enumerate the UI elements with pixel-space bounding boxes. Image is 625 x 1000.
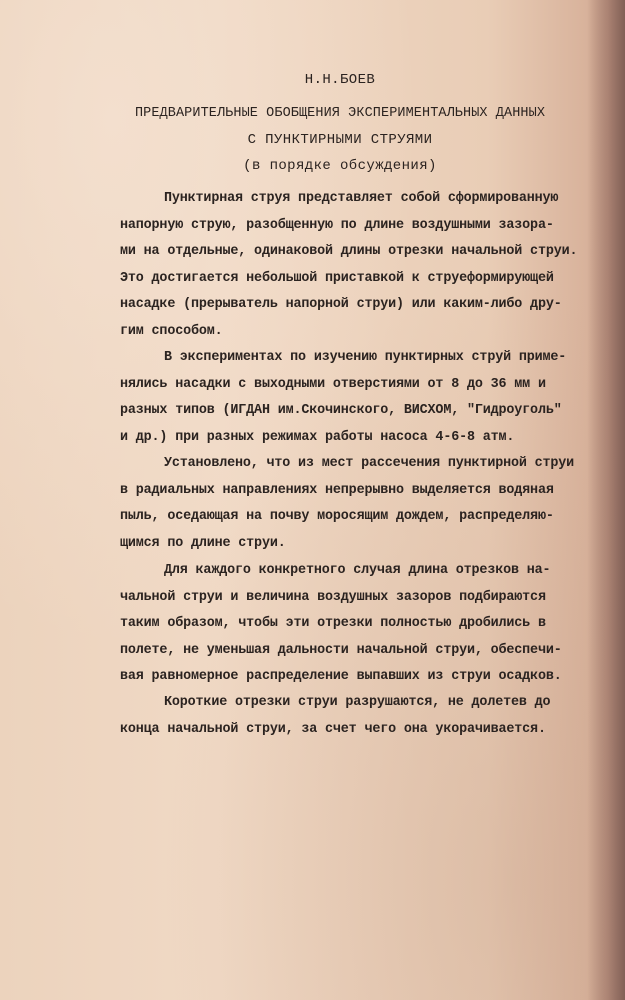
paragraph-line: щимся по длине струи. — [120, 535, 286, 551]
paragraph-line: вая равномерное распределение выпавших из струи осадков. — [120, 669, 562, 684]
title-line-2: С ПУНКТИРНЫМИ СТРУЯМИ — [247, 132, 433, 148]
title-line-1: ПРЕДВАРИТЕЛЬНЫЕ ОБОБЩЕНИЯ ЭКСПЕРИМЕНТАЛЬНЫХ ДАННЫХ — [134, 106, 546, 121]
paragraph-3 — [120, 451, 590, 557]
paragraph-line: таким образом, чтобы эти отрезки полностью дробились в — [120, 616, 546, 631]
paragraph-line: нялись насадки с выходными отверстиями от 8 до 36 мм и — [120, 376, 546, 392]
paragraph-line: конца начальной струи, за счет чего она укорачивается. — [120, 721, 546, 737]
paragraph-line: и др.) при разных режимах работы насоса 4-6-8 атм. — [120, 429, 515, 445]
paragraph-line: Для каждого конкретного случая длина отрезков на- — [164, 563, 551, 578]
subtitle: (в порядке обсуждения) — [243, 158, 437, 174]
paragraph-1 — [120, 186, 590, 345]
paragraph-line: Пунктирная струя представляет собой сформированную — [164, 191, 559, 206]
paragraph-line: чальной струи и величина воздушных зазоров подбираются — [120, 589, 546, 605]
paragraph-2 — [120, 345, 590, 451]
paragraph-line: ми на отдельные, одинаковой длины отрезки начальной струи. — [120, 244, 578, 259]
author-name: Н.Н.БОЕВ — [304, 72, 376, 88]
paragraph-line: в радиальных направлениях непрерывно выделяется водяная — [120, 482, 554, 498]
paragraph-line: В экспериментах по изучению пунктирных струй приме- — [164, 350, 567, 365]
paragraph-line: пыль, оседающая на почву моросящим дождем, распределяю- — [120, 509, 554, 524]
paragraph-line: Короткие отрезки струи разрушаются, не долетев до — [164, 695, 551, 710]
paragraph-line: насадке (прерыватель напорной струи) или каким-либо дру- — [120, 297, 562, 312]
paragraph-line: разных типов (ИГДАН им.Скочинского, ВИСХОМ, "Гидроуголь" — [120, 403, 562, 418]
page-binding-shadow — [587, 0, 625, 1000]
paragraph-line: Это достигается небольшой приставкой к струеформирующей — [120, 270, 554, 286]
paragraph-4 — [120, 558, 590, 691]
paragraph-line: Установлено, что из мест рассечения пунктирной струи — [164, 456, 575, 471]
paragraph-line: гим способом. — [120, 323, 223, 339]
paragraph-5 — [120, 690, 590, 743]
paragraph-line: напорную струю, разобщенную по длине воздушными зазора- — [120, 217, 554, 233]
paragraph-line: полете, не уменьшая дальности начальной струи, обеспечи- — [120, 642, 562, 658]
